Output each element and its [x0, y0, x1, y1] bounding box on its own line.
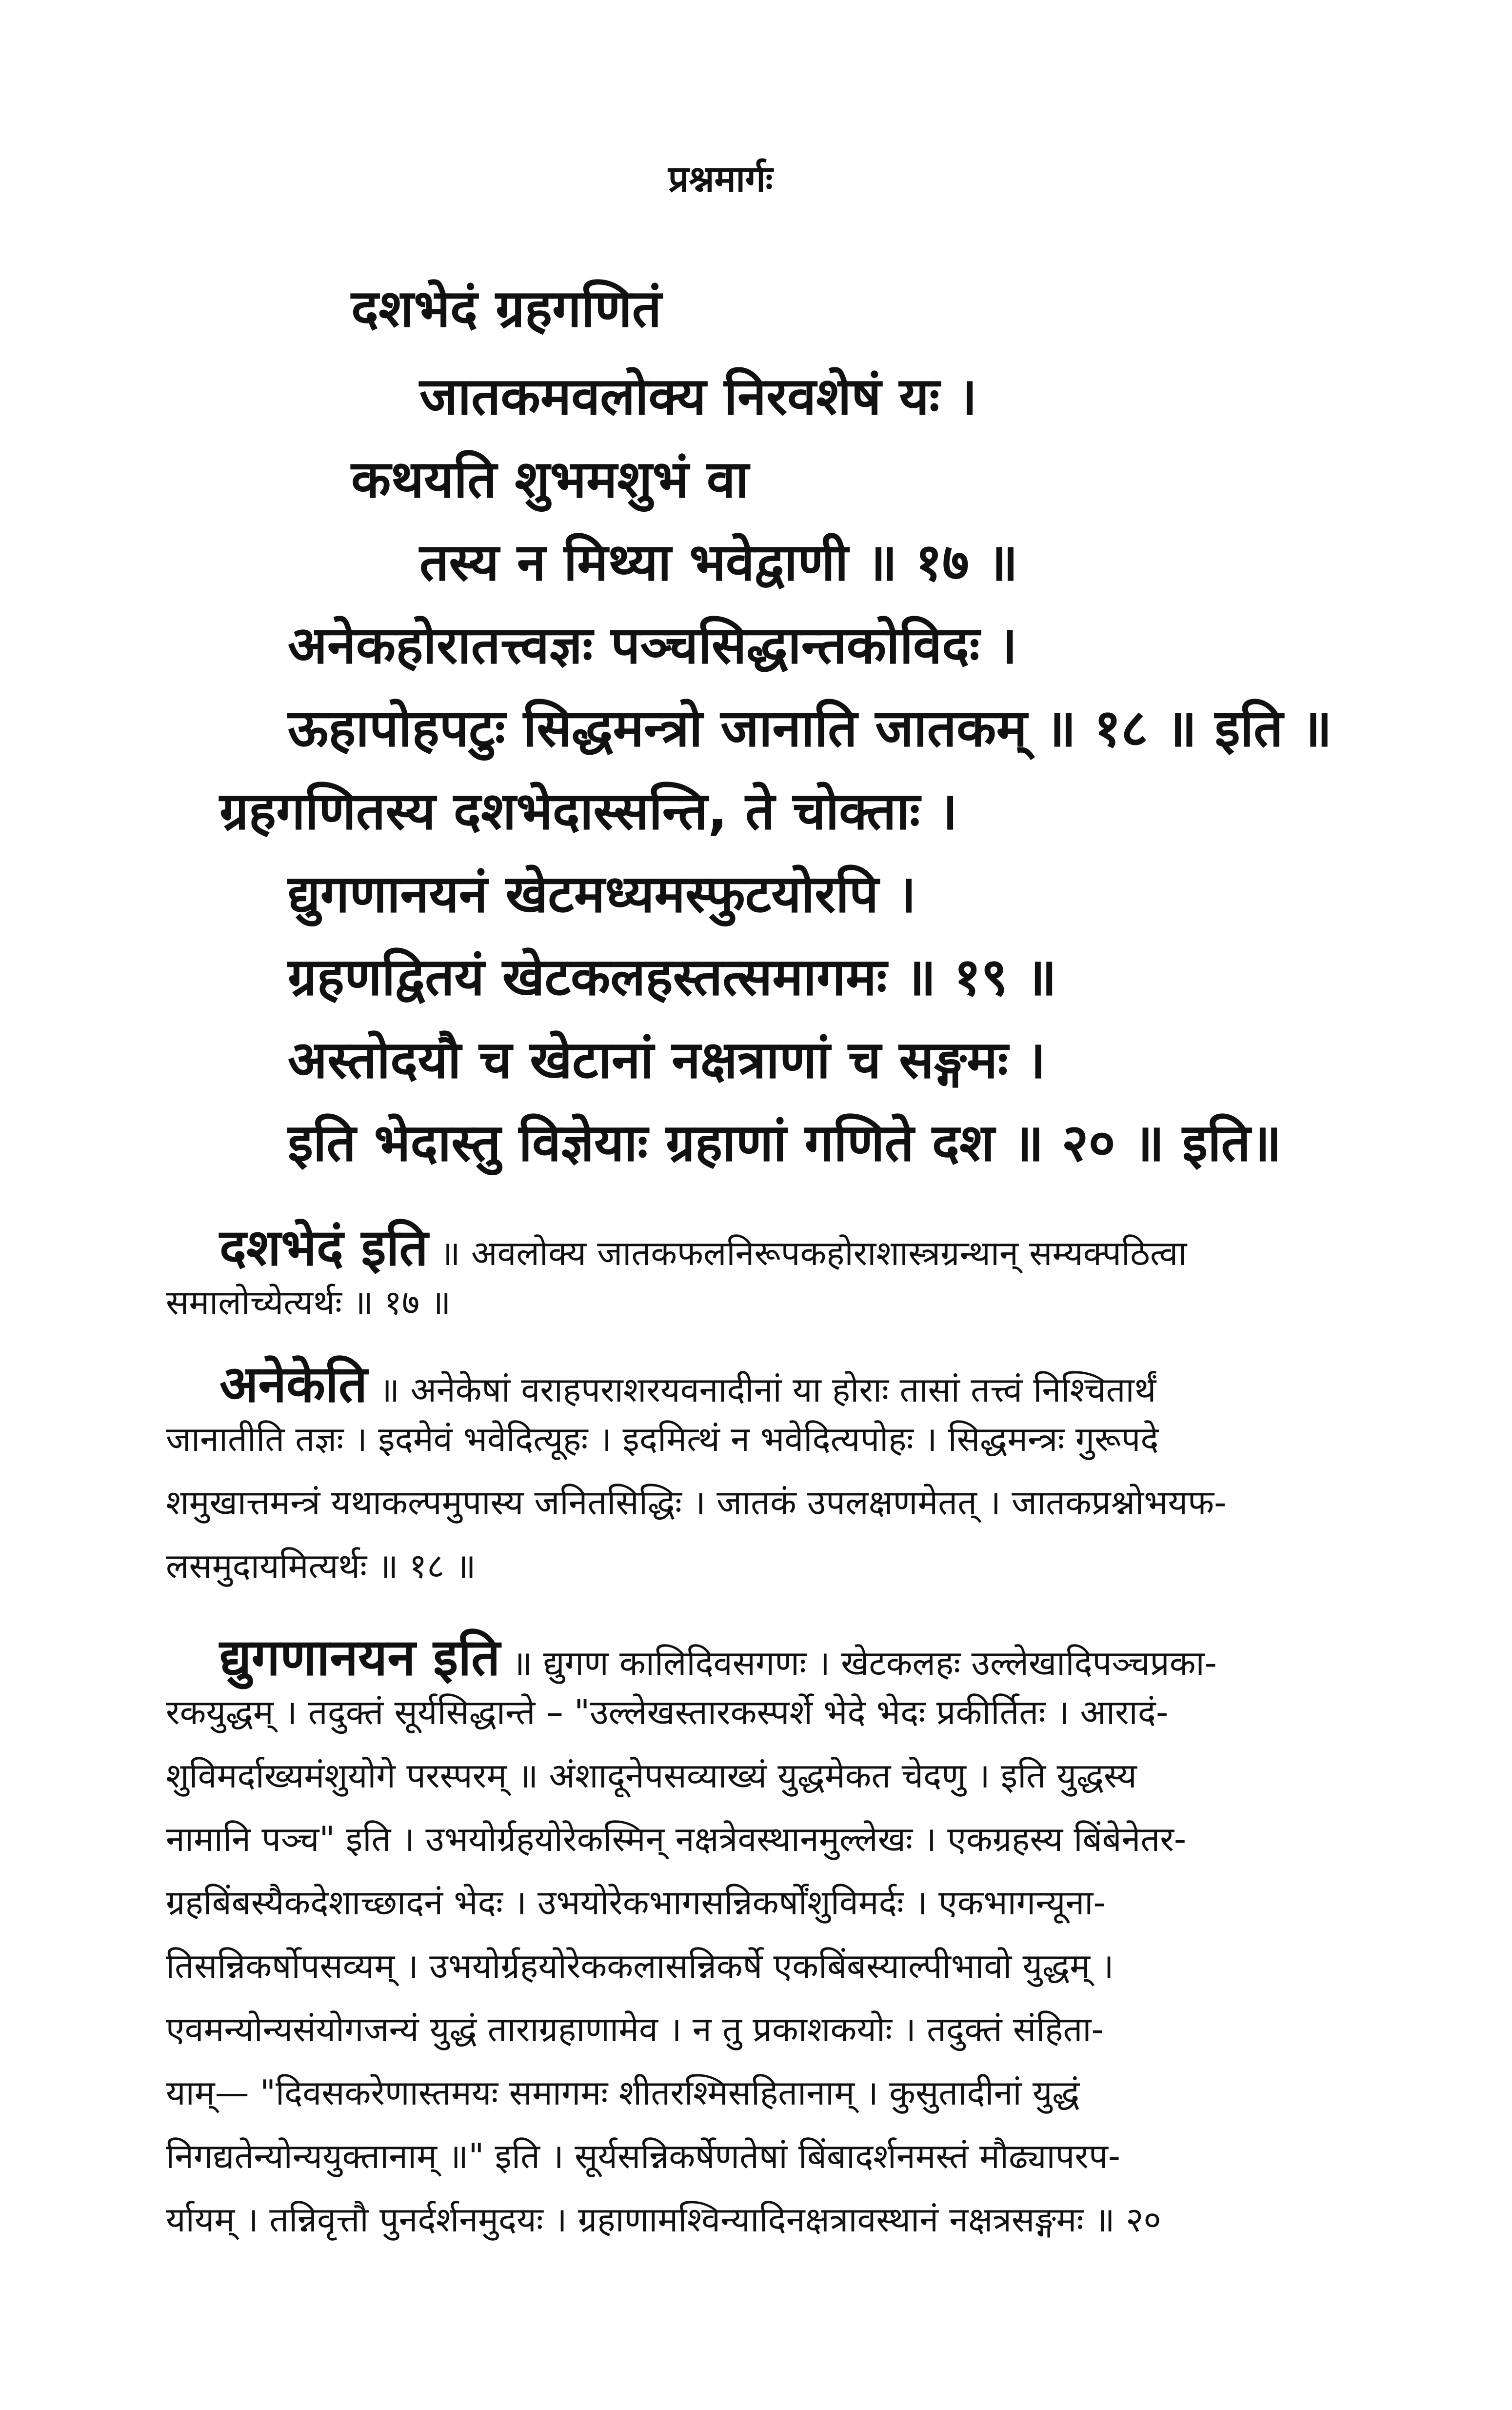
commentary-line [166, 1819, 1187, 1859]
verse-line: तस्य न मिथ्या भवेद्वाणी ॥ १७ ॥ [419, 532, 1018, 592]
commentary-text: तिसन्निकर्षोपसव्यम् । उभयोर्ग्रहयोरेककलासन्निकर्षे एकबिंबस्याल्पीभावो युद्धम् । [166, 1946, 1114, 1986]
commentary-line [166, 1756, 1137, 1796]
commentary-text: शमुखात्तमन्त्रं यथाकल्पमुपास्य जनितसिद्धिः । जातकं उपलक्षणमेतत् । जातकप्रश्नोभयफ- [166, 1483, 1227, 1523]
commentary-line [166, 2009, 1104, 2049]
verse-line: ऊहापोहपटुः सिद्धमन्त्रो जानाति जातकम् ॥ १८ ॥ इति ॥ [288, 698, 1333, 758]
page-header: प्रश्नमार्गः [668, 158, 773, 200]
commentary-text: ॥ द्युगण कालिदिवसगणः । खेटकलहः उल्लेखादिपञ्चप्रका- [512, 1643, 1217, 1683]
commentary-text: याम्— "दिवसकरेणास्तमयः समागमः शीतरश्मिसहितानाम् । कुसुतादीनां युद्धं [166, 2073, 1080, 2113]
verse-line: दशभेदं ग्रहगणितं [351, 279, 662, 339]
commentary-text: निगद्यतेन्योन्ययुक्तानाम् ॥" इति । सूर्यसन्निकर्षेणतेषां बिंबादर्शनमस्तं मौढ्यापरप- [166, 2136, 1121, 2176]
verse-line: कथयति शुभमशुभं वा [351, 449, 749, 509]
commentary-text: र्यायम् । तन्निवृत्तौ पुनर्दर्शनमुदयः । ग्रहाणामश्विन्यादिनक्षत्रावस्थानं नक्षत्रसङ्गमः ॥ २० [166, 2200, 1161, 2240]
commentary-text: शुविमर्दाख्यमंशुयोगे परस्परम् ॥ अंशादूनेपसव्याख्यं युद्धमेकत चेदणु । इति युद्धस्य [166, 1756, 1137, 1796]
verse-line: जातकमवलोक्य निरवशेषं यः । [419, 366, 977, 426]
verse-line: अस्तोदयौ च खेटानां नक्षत्राणां च सङ्गमः । [288, 1030, 1046, 1090]
verse-line: अनेकहोरातत्त्वज्ञः पञ्चसिद्धान्तकोविदः । [288, 615, 1017, 675]
verse-line: द्युगणानयनं खेटमध्यमस्फुटयोरपि । [288, 864, 916, 924]
commentary-line [166, 1283, 451, 1323]
commentary-line [166, 1946, 1114, 1986]
commentary-line [166, 2073, 1080, 2113]
commentary-line [166, 1483, 1227, 1523]
commentary-paragraph-start [219, 1627, 1217, 1687]
commentary-line [166, 1546, 476, 1586]
commentary-text: ॥ अनेकेषां वराहपराशरयवनादीनां या होराः तासां तत्त्वं निश्चितार्थं [379, 1370, 1156, 1410]
commentary-lemma: द्युगणानयन इति [219, 1627, 500, 1687]
commentary-text: नामानि पञ्च" इति । उभयोर्ग्रहयोरेकस्मिन् नक्षत्रेवस्थानमुल्लेखः । एकग्रहस्य बिंबेनेतर- [166, 1819, 1187, 1859]
commentary-lemma: अनेकेति [219, 1354, 368, 1414]
commentary-text: रकयुद्धम् । तदुक्तं सूर्यसिद्धान्ते – "उल्लेखस्तारकस्पर्शे भेदे भेदः प्रकीर्तितः । आरादं- [166, 1692, 1169, 1732]
commentary-text: समालोच्येत्यर्थः ॥ १७ ॥ [166, 1283, 451, 1323]
commentary-line [166, 1419, 1159, 1459]
commentary-line [166, 1692, 1169, 1732]
commentary-text: एवमन्योन्यसंयोगजन्यं युद्धं ताराग्रहाणामेव । न तु प्रकाशकयोः । तदुक्तं संहिता- [166, 2009, 1104, 2049]
verse-line: इति भेदास्तु विज्ञेयाः ग्रहाणां गणिते दश ॥ २० ॥ इति॥ [288, 1113, 1282, 1173]
commentary-paragraph-start [219, 1354, 1156, 1414]
verse-line: ग्रहणद्वितयं खेटकलहस्तत्समागमः ॥ १९ ॥ [288, 947, 1057, 1007]
commentary-line [166, 1883, 1106, 1923]
commentary-line [166, 2200, 1161, 2240]
commentary-lemma: दशभेदं इति [219, 1218, 428, 1277]
commentary-text: लसमुदायमित्यर्थः ॥ १८ ॥ [166, 1546, 476, 1586]
commentary-line [166, 2136, 1121, 2176]
commentary-paragraph-start [219, 1218, 1187, 1277]
verse-line: ग्रहगणितस्य दशभेदास्सन्ति, ते चोक्ताः । [219, 781, 958, 841]
commentary-text: ॥ अवलोक्य जातकफलनिरूपकहोराशास्त्रग्रन्थान् सम्यक्पठित्वा [439, 1233, 1187, 1273]
commentary-text: जानातीति तज्ञः । इदमेवं भवेदित्यूहः । इदमित्थं न भवेदित्यपोहः । सिद्धमन्त्रः गुरूपदे [166, 1419, 1159, 1459]
commentary-text: ग्रहबिंबस्यैकदेशाच्छादनं भेदः । उभयोरेकभागसन्निकर्षोंशुविमर्दः । एकभागन्यूना- [166, 1883, 1106, 1923]
